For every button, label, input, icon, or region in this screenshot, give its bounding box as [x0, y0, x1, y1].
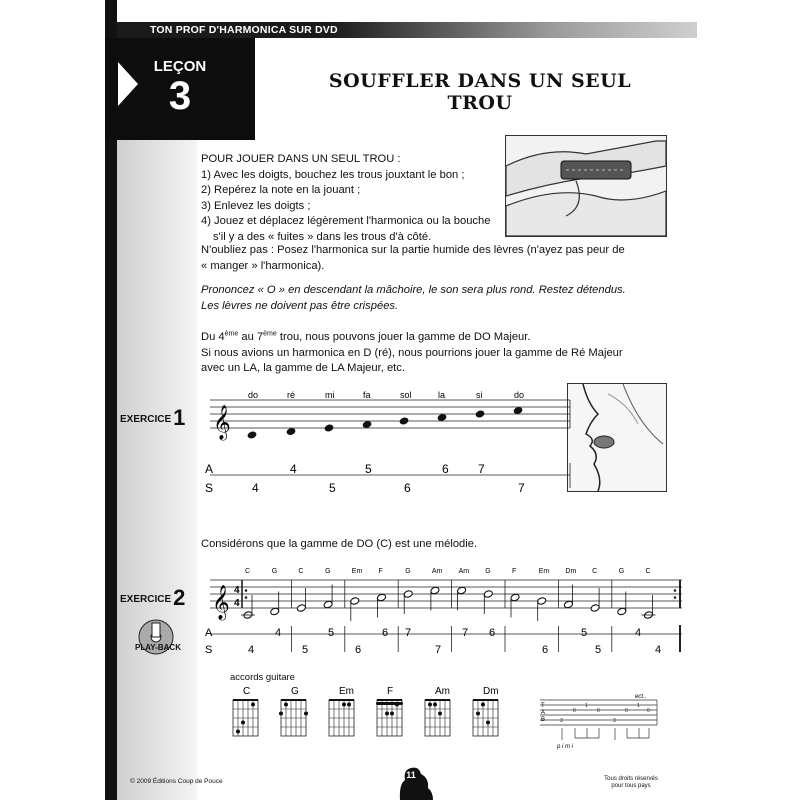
chord-symbol: G — [618, 568, 625, 575]
chord-symbol: C — [645, 568, 651, 575]
range-line: Si nous avions un harmonica en D (ré), nous pourrions jouer la gamme de Ré Majeur — [201, 346, 623, 359]
aspire-hole: 6 — [442, 462, 449, 476]
exercise1-label: EXERCICE1 — [120, 405, 186, 430]
page-number-badge — [395, 762, 435, 800]
chord-symbol: G — [405, 568, 411, 575]
note-head — [350, 597, 360, 606]
chord-name: C — [243, 686, 251, 697]
page-number: 11 — [406, 770, 416, 780]
chord-symbol: G — [485, 568, 491, 575]
note-head — [399, 416, 410, 425]
exercise2-staff — [200, 560, 690, 660]
rights-line: Tous droits réservés — [604, 776, 658, 782]
chord-symbol: Am — [431, 568, 443, 575]
intro-step: s'il y a des « fuites » dans les trous d'à côté. — [213, 230, 432, 243]
chord-diagram — [233, 686, 258, 736]
chord-diagram — [473, 686, 499, 736]
aspire-hole: 4 — [635, 627, 642, 639]
solfege-label: sol — [400, 390, 412, 400]
aspire-hole: 7 — [405, 627, 412, 639]
note-head — [430, 586, 440, 595]
note-head — [510, 593, 520, 602]
svg-text:0: 0 — [647, 708, 650, 714]
solfege-label: ré — [287, 390, 296, 400]
series-title: TON PROF D'HARMONICA SUR DVD — [150, 24, 338, 36]
aspire-hole: 7 — [462, 627, 469, 639]
intro-instructions — [201, 152, 501, 245]
souffle-row-label: S — [205, 481, 214, 495]
svg-text:3: 3 — [560, 718, 563, 724]
lesson-title: SOUFFLER DANS UN SEUL TROU — [328, 70, 632, 114]
aspire-hole: 4 — [290, 462, 297, 476]
chord-symbol: G — [325, 568, 331, 575]
pronounce-line: Prononcez « O » en descendant la mâchoire, le son sera plus rond. Restez détendus. — [201, 284, 626, 296]
chord-symbol: Dm — [565, 568, 577, 575]
souffle-hole: 4 — [655, 644, 662, 656]
playback-cd-icon — [128, 619, 180, 659]
note-head — [563, 600, 573, 609]
chord-symbol: Em — [538, 568, 550, 575]
intro-step: 2) Repérez la note en la jouant ; — [201, 184, 361, 196]
svg-text:0: 0 — [573, 708, 576, 714]
note-head — [590, 604, 600, 613]
note-head — [457, 586, 467, 595]
souffle-hole: 6 — [355, 644, 362, 656]
chord-name: Dm — [483, 686, 499, 697]
aspire-hole: 7 — [478, 462, 485, 476]
chord-symbol: G — [271, 568, 278, 575]
reminder-line: « manger » l'harmonica). — [201, 259, 325, 272]
solfege-label: la — [438, 390, 446, 400]
chord-name: G — [291, 686, 299, 697]
chord-name: F — [387, 686, 394, 697]
svg-text:0: 0 — [597, 708, 600, 714]
mouth-profile-photo — [567, 383, 667, 492]
tab-letter: B — [541, 717, 546, 723]
finger-labels: p i m i — [557, 744, 574, 750]
note-head — [247, 430, 258, 439]
intro-heading: POUR JOUER DANS UN SEUL TROU : — [201, 153, 401, 165]
playback-label: PLAY-BACK — [135, 643, 181, 652]
souffle-hole: 5 — [595, 644, 602, 656]
chord-symbol: F — [378, 568, 383, 575]
note-head — [296, 604, 306, 613]
reminder-line: N'oubliez pas : Posez l'harmonica sur la partie humide des lèvres (n'ayez pas peur de — [201, 244, 625, 256]
solfege-label: do — [248, 390, 259, 400]
chord-name: Em — [339, 686, 354, 697]
note-head — [403, 590, 413, 599]
range-line: avec un LA, la gamme de LA Majeur, etc. — [201, 362, 405, 374]
intro-step: 3) Enlevez les doigts ; — [201, 199, 311, 212]
range-line: Du 4ème au 7ème trou, nous pouvons jouer la gamme de DO Majeur. — [201, 330, 531, 343]
note-head — [324, 423, 335, 432]
guitar-chord-grids — [225, 686, 525, 746]
chord-symbol: F — [512, 568, 517, 575]
pronounce-tip — [201, 283, 641, 314]
svg-text:3: 3 — [613, 718, 616, 724]
note-head — [483, 590, 493, 599]
souffle-hole: 5 — [302, 644, 309, 656]
aspire-hole: 4 — [275, 627, 282, 639]
souffle-hole: 4 — [248, 644, 255, 656]
intro-step: 4) Jouez et déplacez légèrement l'harmonica ou la bouche — [201, 215, 491, 227]
range-paragraph — [201, 330, 641, 377]
rights-line: pour tous pays — [611, 783, 651, 789]
time-signature-bottom: 4 — [234, 598, 240, 609]
copyright: © 2009 Éditions Coup de Pouce — [130, 778, 223, 785]
sidebar-shade — [117, 140, 197, 800]
aspire-row-label: A — [205, 462, 214, 476]
aspire-hole: 6 — [489, 627, 496, 639]
solfege-label: mi — [325, 390, 335, 400]
note-head — [270, 607, 280, 616]
souffle-hole: 6 — [542, 644, 549, 656]
chord-name: Am — [435, 686, 450, 697]
lesson-number: 3 — [168, 74, 192, 118]
tab-letter: A — [541, 710, 546, 716]
chord-diagram — [376, 686, 403, 736]
aspire-hole: 5 — [328, 627, 335, 639]
chord-diagram — [329, 686, 354, 736]
aspire-hole: 5 — [365, 462, 372, 476]
svg-text:1: 1 — [585, 703, 588, 709]
souffle-hole: 6 — [404, 481, 411, 495]
chord-symbol: C — [245, 568, 251, 575]
svg-text:1: 1 — [637, 703, 640, 709]
souffle-hole: 7 — [435, 644, 442, 656]
souffle-hole: 4 — [252, 481, 259, 495]
souffle-row-label: S — [205, 644, 213, 656]
chord-symbol: C — [592, 568, 598, 575]
chord-diagram — [425, 686, 450, 736]
treble-clef-icon: 𝄞 — [213, 406, 231, 439]
chord-symbol: C — [298, 568, 304, 575]
reminder-note — [201, 243, 641, 274]
aspire-row-label: A — [205, 627, 213, 639]
treble-clef-icon: 𝄞 — [212, 586, 230, 619]
solfege-label: si — [476, 390, 483, 400]
lesson-arrow-icon — [118, 62, 138, 106]
chord-symbol: Em — [351, 568, 363, 575]
pronounce-line: Les lèvres ne doivent pas être crispées. — [201, 299, 399, 312]
solfege-label: fa — [363, 390, 371, 400]
aspire-hole: 6 — [382, 627, 389, 639]
tab-letter: T — [541, 703, 545, 709]
guitar-tab-snippet — [535, 690, 665, 750]
note-head — [617, 607, 627, 616]
note-head — [475, 409, 486, 418]
time-signature-top: 4 — [234, 585, 240, 596]
note-head — [377, 593, 387, 602]
souffle-hole: 5 — [329, 481, 336, 495]
rights-notice — [596, 776, 666, 790]
intro-step: 1) Avec les doigts, bouchez les trous jouxtant le bon ; — [201, 168, 465, 181]
guitar-chords-title: accords guitare — [230, 672, 295, 683]
solfege-label: do — [514, 390, 525, 400]
svg-text:0: 0 — [625, 708, 628, 714]
chord-symbol: Am — [458, 568, 470, 575]
top-banner-gradient — [330, 22, 697, 38]
etc-label: ect.. — [635, 694, 647, 700]
chord-diagram — [279, 686, 308, 736]
note-head — [323, 600, 333, 609]
aspire-hole: 5 — [581, 627, 588, 639]
note-head — [537, 597, 547, 606]
harmonica-hands-photo — [505, 135, 667, 237]
exercise2-intro: Considérons que la gamme de DO (C) est une mélodie. — [201, 538, 478, 550]
souffle-hole: 7 — [518, 481, 525, 495]
exercise1-staff — [195, 380, 575, 495]
lesson-label: LEÇON — [153, 58, 207, 75]
exercise2-label: EXERCICE2 — [120, 585, 186, 610]
